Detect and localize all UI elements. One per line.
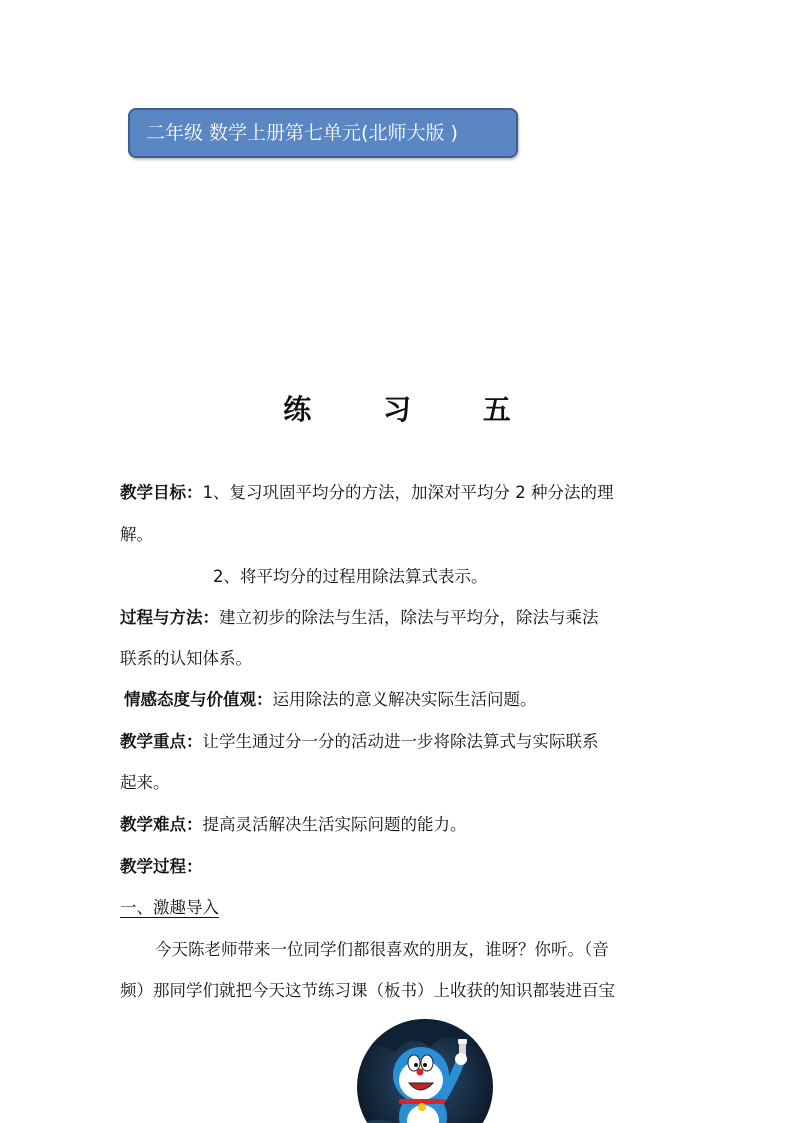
unit-banner — [128, 108, 518, 158]
doraemon-image — [355, 1017, 495, 1123]
lesson-title — [0, 388, 794, 428]
emotion-line — [124, 689, 537, 711]
key-point-line-1 — [120, 731, 599, 753]
title-char-3: 五 — [482, 393, 511, 426]
objectives-line-1 — [120, 482, 614, 504]
intro-text-1: 今天陈老师带来一位同学们都很喜欢的朋友，谁呀？你听。（音 — [155, 940, 609, 959]
process-method-line-2 — [120, 648, 252, 670]
intro-text-2: 频）那同学们就把今天这节练习课（板书）上收获的知识都装进百宝 — [120, 981, 615, 1000]
process-method-line-1 — [120, 607, 599, 629]
objective-1-text: 1、复习巩固平均分的方法，加深对平均分 2 种分法的理 — [202, 483, 614, 502]
key-point-continued: 起来。 — [120, 773, 170, 792]
title-char-1: 练 — [283, 393, 312, 426]
process-line — [120, 856, 203, 878]
emotion-label: 情感态度与价值观： — [124, 690, 273, 709]
key-point-label: 教学重点： — [120, 732, 203, 751]
section-1-line — [120, 897, 219, 919]
objective-1-continued: 解。 — [120, 525, 153, 544]
objectives-line-3 — [213, 566, 488, 588]
key-point-text: 让学生通过分一分的活动进一步将除法算式与实际联系 — [202, 732, 599, 751]
key-point-line-2 — [120, 772, 170, 794]
process-method-continued: 联系的认知体系。 — [120, 649, 252, 668]
objectives-line-2 — [120, 524, 153, 546]
intro-line-1 — [155, 939, 609, 961]
unit-banner-text: 二年级 数学上册第七单元(北师大版 ) — [146, 122, 458, 144]
emotion-text: 运用除法的意义解决实际生活问题。 — [272, 690, 537, 709]
process-method-label: 过程与方法： — [120, 608, 219, 627]
process-method-text: 建立初步的除法与生活，除法与平均分，除法与乘法 — [219, 608, 599, 627]
section-1-heading: 一、激趣导入 — [120, 898, 219, 917]
objectives-label: 教学目标： — [120, 483, 203, 502]
difficulty-label: 教学难点： — [120, 815, 203, 834]
objective-2-text: 2、将平均分的过程用除法算式表示。 — [213, 567, 488, 586]
process-label: 教学过程： — [120, 857, 203, 876]
intro-line-2 — [120, 980, 615, 1002]
difficulty-text: 提高灵活解决生活实际问题的能力。 — [202, 815, 467, 834]
title-char-2: 习 — [382, 393, 411, 426]
difficulty-line — [120, 814, 467, 836]
